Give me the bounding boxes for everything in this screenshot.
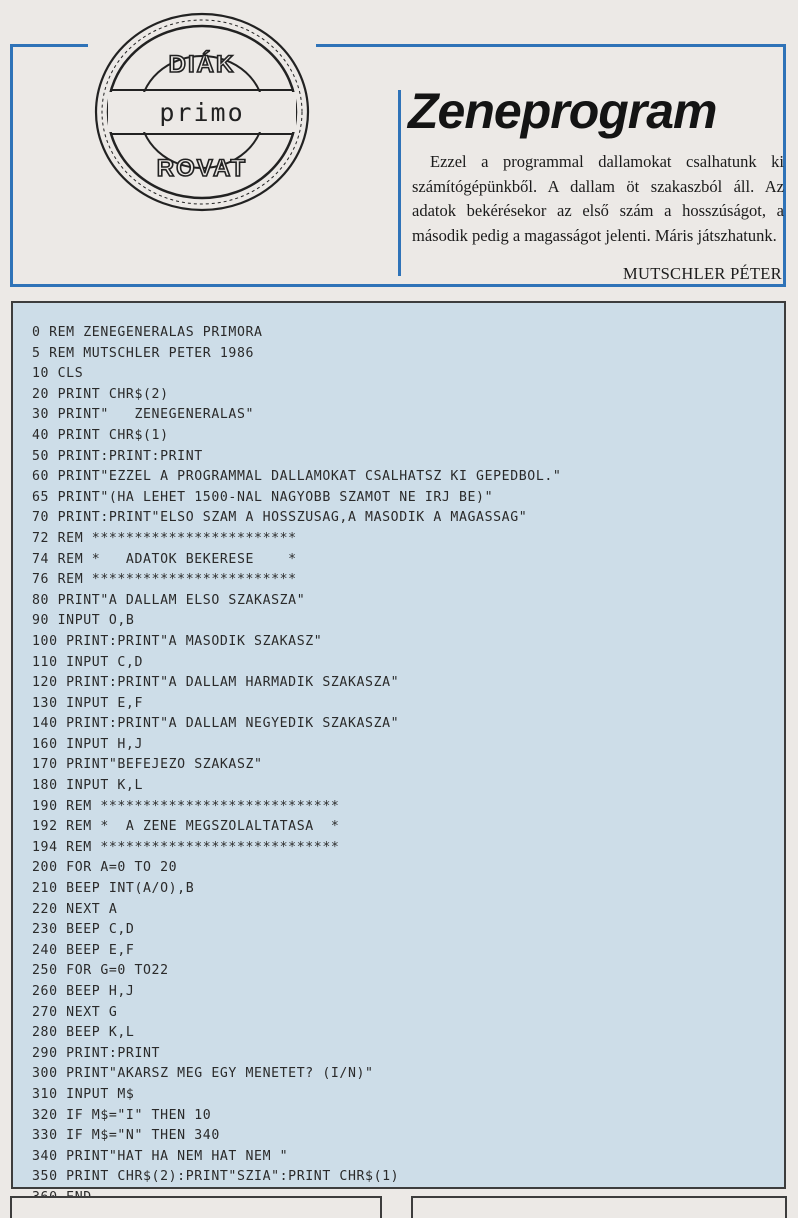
stamp-middle-text: primo (159, 98, 245, 127)
frame-bottom-rule (10, 284, 786, 287)
code-line: 260 BEEP H,J (32, 984, 135, 999)
code-line: 90 INPUT O,B (32, 613, 135, 629)
code-line: 230 BEEP C,D (32, 922, 135, 938)
next-article-box-right (411, 1196, 787, 1218)
code-line: 40 PRINT CHR$(1) (32, 427, 169, 443)
title-rule (398, 90, 401, 276)
code-line: 0 REM ZENEGENERALAS PRIMORA (32, 325, 263, 340)
code-line: 76 REM ************************ (32, 572, 297, 588)
stamp-top-text: DIÁK (168, 51, 236, 78)
code-line: 330 IF M$="N" THEN 340 (32, 1128, 220, 1144)
code-line: 190 REM **************************** (32, 798, 340, 814)
next-article-box-left (10, 1196, 382, 1218)
code-line: 160 INPUT H,J (32, 736, 144, 752)
code-line: 200 FOR A=0 TO 20 (32, 860, 178, 876)
code-line: 170 PRINT"BEFEJEZO SZAKASZ" (32, 757, 263, 773)
code-line: 80 PRINT"A DALLAM ELSO SZAKASZA" (32, 592, 306, 608)
program-listing-box (11, 301, 786, 1189)
code-line: 30 PRINT" ZENEGENERALAS" (32, 407, 255, 423)
code-line: 10 CLS (32, 366, 84, 382)
code-line: 340 PRINT"HAT HA NEM HAT NEM " (32, 1148, 289, 1164)
code-line: 210 BEEP INT(A/O),B (32, 881, 195, 897)
code-line: 290 PRINT:PRINT (32, 1045, 161, 1061)
code-line: 140 PRINT:PRINT"A DALLAM NEGYEDIK SZAKASZA" (32, 716, 400, 732)
code-line: 74 REM * ADATOK BEKERESE * (32, 551, 297, 567)
code-line: 320 IF M$="I" THEN 10 (32, 1107, 212, 1123)
code-line: 220 NEXT A (32, 901, 118, 917)
code-line: 240 BEEP E,F (32, 942, 135, 958)
code-line: 310 INPUT M$ (32, 1086, 135, 1102)
frame-left-rule (10, 44, 13, 284)
code-line: 5 REM MUTSCHLER PETER 1986 (32, 345, 255, 361)
code-line: 192 REM * A ZENE MEGSZOLALTATASA * (32, 819, 340, 835)
article-author: MUTSCHLER PÉTER (623, 264, 782, 283)
code-line: 300 PRINT"AKARSZ MEG EGY MENETET? (I/N)" (32, 1066, 374, 1082)
code-line: 60 PRINT"EZZEL A PROGRAMMAL DALLAMOKAT CSALHATSZ KI GEPEDBOL." (32, 469, 562, 485)
code-line: 280 BEEP K,L (32, 1025, 135, 1041)
code-line: 350 PRINT CHR$(2):PRINT"SZIA":PRINT CHR$(1) (32, 1169, 400, 1185)
code-line: 120 PRINT:PRINT"A DALLAM HARMADIK SZAKASZA" (32, 675, 400, 691)
code-line: 250 FOR G=0 TO22 (32, 963, 169, 979)
diak-rovat-stamp (88, 8, 316, 218)
code-line: 270 NEXT G (32, 1004, 118, 1020)
code-line: 110 INPUT C,D (32, 654, 144, 670)
code-line: 180 INPUT K,L (32, 778, 144, 794)
code-line: 72 REM ************************ (32, 530, 297, 546)
article-title: Zeneprogram (408, 83, 717, 139)
code-line: 50 PRINT:PRINT:PRINT (32, 448, 203, 464)
article-intro: Ezzel a programmal dallamokat csalhatunk ki számítógépünkből. A dallam öt szakaszból áll. Az adatok bekérésekor az első szám a hosszúságot, a második pedig a magasságot jelenti. Máris játszhatunk. (412, 152, 784, 245)
stamp-graphic (88, 8, 316, 218)
code-line: 100 PRINT:PRINT"A MASODIK SZAKASZ" (32, 633, 323, 649)
code-line: 70 PRINT:PRINT"ELSO SZAM A HOSSZUSAG,A MASODIK A MAGASSAG" (32, 510, 528, 526)
code-line: 20 PRINT CHR$(2) (32, 386, 169, 402)
program-listing (32, 323, 561, 1209)
stamp-bottom-text: ROVAT (156, 155, 248, 182)
code-line: 194 REM **************************** (32, 839, 340, 855)
code-line: 130 INPUT E,F (32, 695, 144, 711)
code-line: 65 PRINT"(HA LEHET 1500-NAL NAGYOBB SZAMOT NE IRJ BE)" (32, 489, 494, 505)
